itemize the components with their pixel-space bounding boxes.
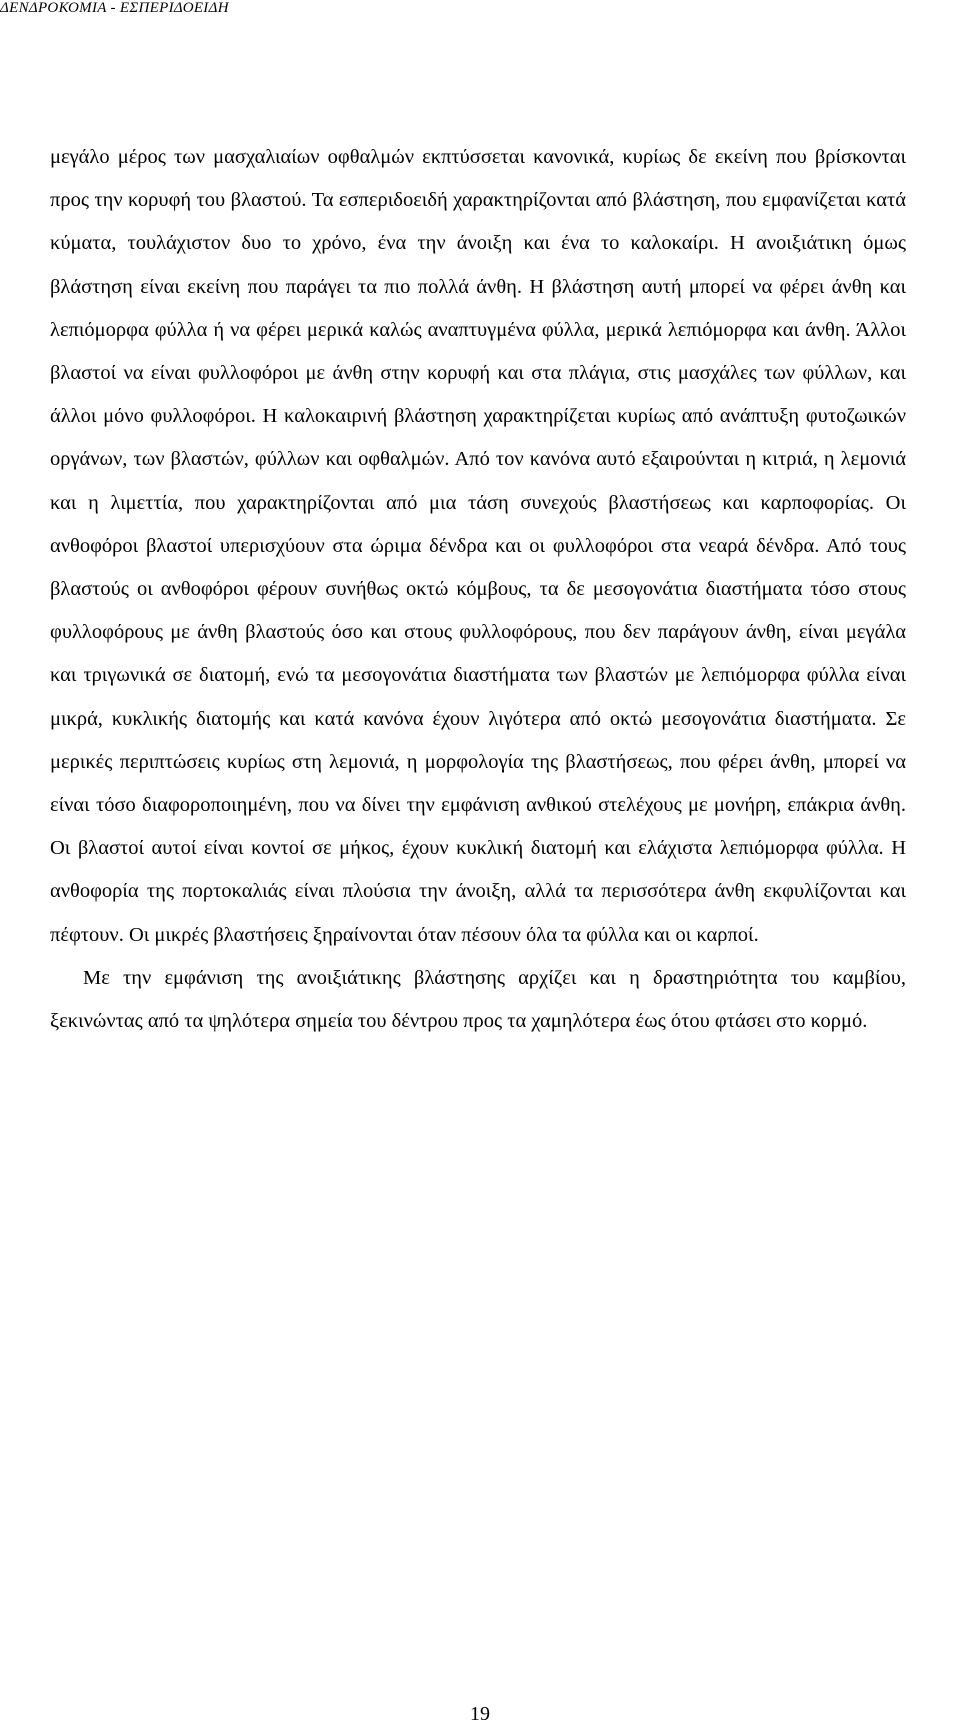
page-number: 19 [470,1703,490,1725]
running-header: ΔΕΝΔΡΟΚΟΜΙΑ - ΕΣΠΕΡΙΔΟΕΙΔΗ [0,0,229,16]
paragraph: μεγάλο μέρος των μασχαλιαίων οφθαλμών εκπτύσσεται κανονικά, κυρίως δε εκείνη που βρίσκονται προς την κορυφή του βλαστού. Τα εσπεριδοειδή χαρακτηρίζονται από βλάστηση, που εμφανίζεται κατά κύματα, τουλάχιστον δυο το χρόνο, ένα την άνοιξη και ένα το καλοκαίρι. Η ανοιξιάτικη όμως βλάστηση είναι εκείνη που παράγει τα πιο πολλά άνθη. Η βλάστηση αυτή μπορεί να φέρει άνθη και λεπιόμορφα φύλλα ή να φέρει μερικά καλώς αναπτυγμένα φύλλα, μερικά λεπιόμορφα και άνθη. Άλλοι βλαστοί να είναι φυλλοφόροι με άνθη στην κορυφή και στα πλάγια, στις μασχάλες των φύλλων, και άλλοι μόνο φυλλοφόροι. Η καλοκαιρινή βλάστηση χαρακτηρίζεται κυρίως από ανάπτυξη φυτοζωικών οργάνων, των βλαστών, φύλλων και οφθαλμών. Από τον κανόνα αυτό εξαιρούνται η κιτριά, η λεμονιά και η λιμεττία, που χαρακτηρίζονται από μια τάση συνεχούς βλαστήσεως και καρποφορίας. Οι ανθοφόροι βλαστοί υπερισχύουν στα ώριμα δένδρα και οι φυλλοφόροι στα νεαρά δένδρα. Από τους βλαστούς οι ανθοφόροι φέρουν συνήθως οκτώ κόμβους, τα δε μεσογονάτια διαστήματα τόσο στους φυλλοφόρους με άνθη βλαστούς όσο και στους φυλλοφόρους, που δεν παράγουν άνθη, είναι μεγάλα και τριγωνικά σε διατομή, ενώ τα μεσογονάτια διαστήματα των βλαστών με λεπιόμορφα φύλλα είναι μικρά, κυκλικής διατομής και κατά κανόνα έχουν λιγότερα από οκτώ μεσογονάτια διαστήματα. Σε μερικές περιπτώσεις κυρίως στη λεμονιά, η μορφολογία της βλαστήσεως, που φέρει άνθη, μπορεί να είναι τόσο διαφοροποιημένη, που να δίνει την εμφάνιση ανθικού στελέχους με μονήρη, επάκρια άνθη. Οι βλαστοί αυτοί είναι κοντοί σε μήκος, έχουν κυκλική διατομή και ελάχιστα λεπιόμορφα φύλλα. Η ανθοφορία της πορτοκαλιάς είναι πλούσια την άνοιξη, αλλά τα περισσότερα άνθη εκφυλίζονται και πέφτουν. Οι μικρές βλαστήσεις ξηραίνονται όταν πέσουν όλα τα φύλλα και οι καρποί. [50,146,906,946]
body-text [50,136,906,1043]
paragraph: Με την εμφάνιση της ανοιξιάτικης βλάστησης αρχίζει και η δραστηριότητα του καμβίου, ξεκινώντας από τα ψηλότερα σημεία του δέντρου προς τα χαμηλότερα έως ότου φτάσει στο κορμό. [50,966,906,1033]
